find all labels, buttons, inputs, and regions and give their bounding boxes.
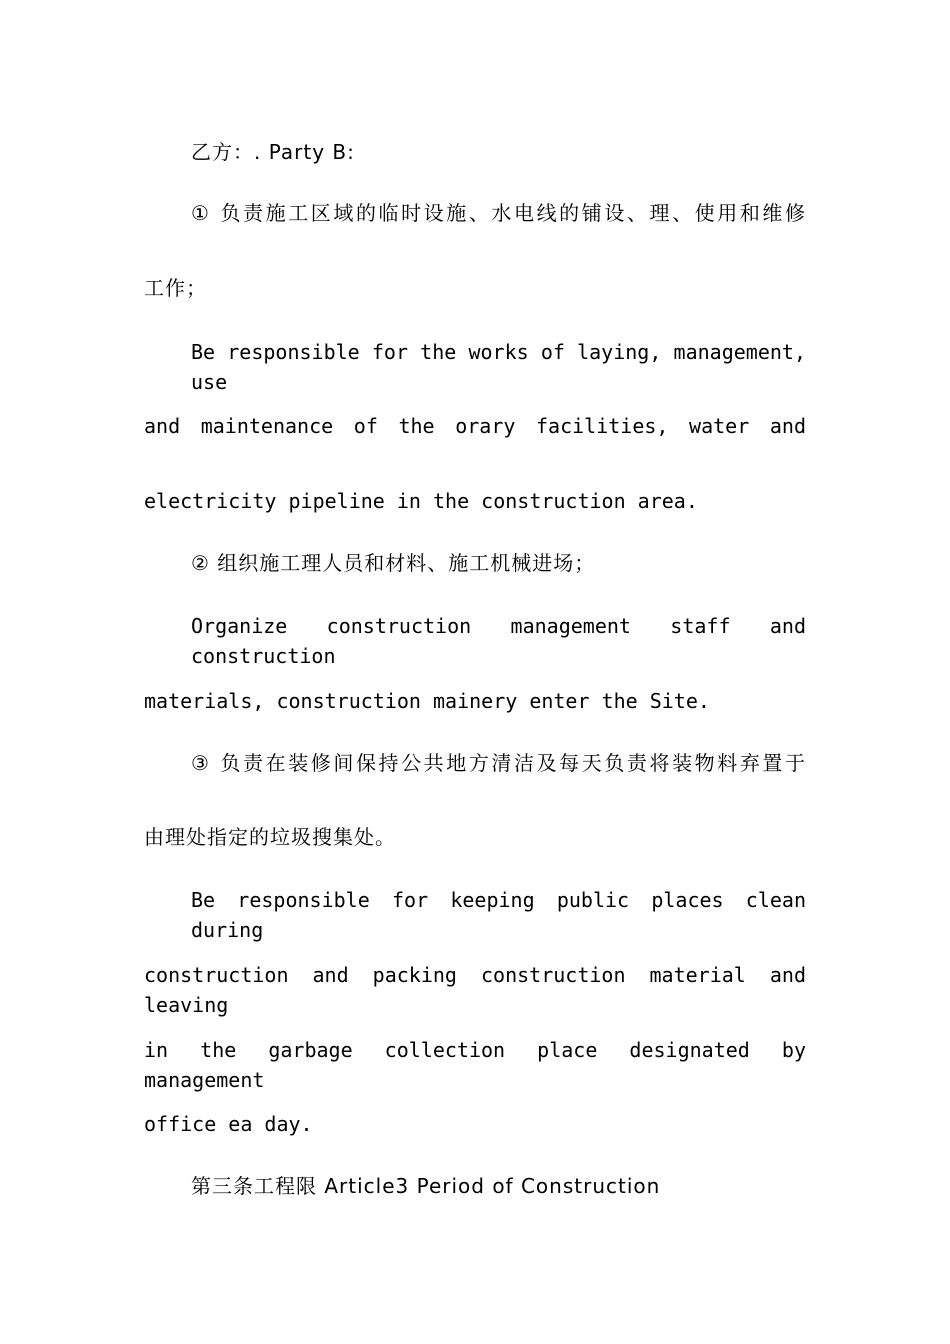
clause-1-en-cont: and maintenance of the orary facilities, water and <box>144 414 806 438</box>
clause-2-en: Organize construction management staff and construction <box>191 614 806 668</box>
clause-3-cn: ③ 负责在装修间保持公共地方清洁及每天负责将装物料弃置于 <box>191 751 806 775</box>
clause-2-en-cont: materials, construction mainery enter the Site. <box>144 689 710 713</box>
clause-2-cn: ② 组织施工理人员和材料、施工机械进场； <box>191 551 596 575</box>
clause-1-cn: ① 负责施工区域的临时设施、水电线的铺设、理、使用和维修 <box>191 201 806 225</box>
clause-1-en-cont: electricity pipeline in the construction area. <box>144 489 698 513</box>
clause-1-cn-cont: 工作； <box>144 276 207 300</box>
clause-3-en: Be responsible for keeping public places clean during <box>191 888 806 942</box>
clause-3-cn-cont: 由理处指定的垃圾搜集处。 <box>144 825 396 849</box>
clause-3-en-cont: construction and packing construction material and leaving <box>144 963 806 1017</box>
clause-3-en-cont: office ea day. <box>144 1112 313 1136</box>
party-b-heading: 乙方：. Party B: <box>191 140 355 164</box>
clause-3-en-cont: in the garbage collection place designated by management <box>144 1038 806 1092</box>
clause-1-en: Be responsible for the works of laying, management, use <box>191 340 806 394</box>
article-3-heading: 第三条工程限 Article3 Period of Construction <box>191 1174 661 1198</box>
